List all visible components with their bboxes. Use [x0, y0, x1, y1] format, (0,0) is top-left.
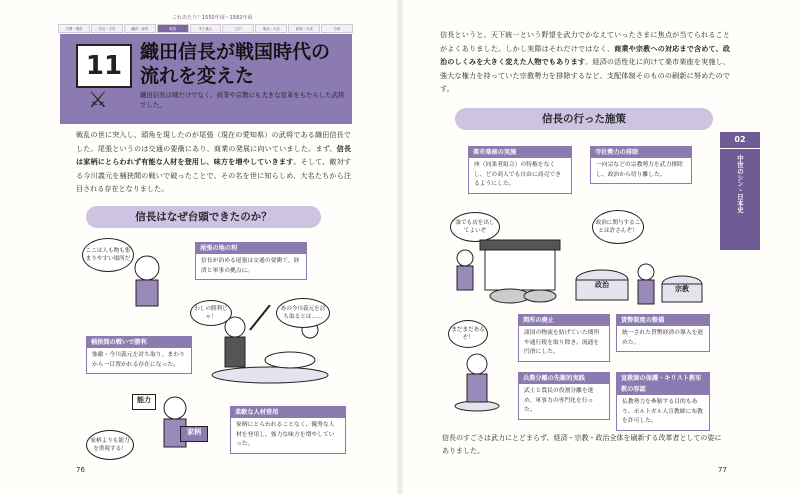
left-body-text [76, 128, 351, 196]
block-politics: 政治 [595, 281, 609, 289]
info-box-owari [195, 242, 307, 280]
crossed-swords-icon: ⚔ [88, 88, 108, 113]
speech-bubble-3: あの今川義元を討ち取るとは…… [276, 298, 330, 328]
info-box-text: 仏教勢力を牽制する目的もあり、ポルトガル人宣教師に布教を許可した。 [622, 399, 703, 424]
info-box-heading: 兵農分離の先駆的実践 [519, 373, 609, 384]
info-box-text: 一向宗などの宗教勢力を武力排除し、政治から切り離した。 [596, 162, 683, 178]
timeline [58, 24, 354, 33]
info-box-heading: 桶狭間の戦いで勝利 [87, 337, 191, 348]
info-box-text: 信長が治める尾張は交通の要衝で、経済と軍事の拠点に。 [201, 258, 300, 274]
speech-bubble-6: 政治に関与することは許さんぞ！ [592, 210, 644, 244]
side-tab [720, 132, 760, 250]
info-box-okehazama [86, 336, 192, 374]
nobunaga-figure-2 [150, 392, 200, 452]
speech-bubble-5: 誰でも店を出してよいぞ [450, 212, 500, 242]
info-box-currency [616, 314, 710, 352]
info-box-heading: 楽市楽座の実施 [469, 147, 571, 158]
info-box-text: 座（同業者組合）の特権をなくし、どの商人でも自由に商売できるようにした。 [474, 162, 561, 187]
info-box-sekisho [518, 314, 610, 362]
section-banner-left: 信長はなぜ台頭できたのか？ [86, 206, 321, 228]
info-box-heading: 寺社勢力の排除 [591, 147, 691, 158]
right-footer-text: 信長のすごさは武力にとどまらず、経済・宗教・政治全体を刷新する改革者としての姿にありました。 [442, 434, 722, 455]
info-box-heading: 貨幣制度の整備 [617, 315, 709, 326]
side-tab-number: 02 [720, 132, 760, 149]
timeline-segment: 古墳・飛鳥 [58, 24, 90, 33]
period-label: これあたり！1550年頃〜1582年頃 [172, 15, 253, 21]
label-lineage: 家柄 [180, 426, 208, 442]
timeline-segment: 明治・大正 [255, 24, 287, 33]
page-title [140, 40, 345, 88]
right-body-part1: 信長というと、天下統一という野望を武力でかなえていったさまに焦点が当てられることがよくありました。しかし実際はそれだけではなく、 [440, 30, 730, 53]
info-box-talent [230, 406, 346, 454]
info-box-heading: 宣教師の保護・キリスト教布教の容認 [617, 373, 709, 395]
page-number-left: 76 [76, 466, 85, 474]
speech-bubble-1: ここは人も物も集まりやすい場所だ [82, 238, 134, 272]
block-religion: 宗教 [675, 285, 689, 293]
speech-bubble-7: まだまだあるぞ！ [448, 320, 488, 348]
market-stall-scene [455, 238, 575, 308]
right-body-part2: 。経済の活性化に向けて楽市楽座を実施し、強大な権力を持っていた宗教勢力を排除するなど、支配体制そのものの刷新に努めたのです。 [440, 57, 731, 93]
info-box-missionaries [616, 372, 710, 431]
book-gutter [396, 0, 404, 494]
info-box-heading: 尾張の地の利 [196, 243, 306, 254]
timeline-segment: 令和 [321, 24, 353, 33]
page-subtitle: 織田信長は戦だけでなく、商業や宗教にも大きな変革をもたらした武将でした。 [140, 91, 345, 109]
info-box-text: 統一された貨幣経済の導入を進めた。 [622, 330, 704, 346]
info-box-text: 家柄にとらわれることなく、優秀な人材を登用し、強力な味方を増やしていった。 [236, 422, 335, 447]
title-line-1: 織田信長が戦国時代の [140, 41, 331, 63]
timeline-segment: 安土桃山 [190, 24, 222, 33]
timeline-segment: 昭和・平成 [288, 24, 320, 33]
right-body-text [440, 28, 730, 96]
side-tab-title: 中世のシン・日本史 [736, 155, 744, 213]
info-box-heinou [518, 372, 610, 420]
speech-bubble-2: わしの勝利じゃ！ [190, 300, 232, 326]
info-box-temples [590, 146, 692, 184]
info-box-text: 武士と農民の役割分離を進め、軍事力の専門化を行った。 [524, 388, 594, 413]
speech-bubble-4: 家柄よりも能力を重視する！ [86, 430, 134, 460]
left-body-part2: 。そして、敵対する今川義元を桶狭間の戦いで破ったことで、その名を世に知らしめ、大名たちから注目される存在となりました。 [76, 157, 352, 193]
page-number-right: 77 [718, 466, 727, 474]
info-box-heading: 関所の廃止 [519, 315, 609, 326]
right-body-bold: 商業や宗教への対応まで含めて、政治のしくみを大きく変えた人物でもあります [440, 43, 731, 66]
title-line-2: 流れを変えた [140, 65, 255, 87]
info-box-text: 諸国の物流を妨げていた関所や通行税を取り除き、流通を円滑にした。 [524, 330, 600, 355]
timeline-segment: 江戸 [222, 24, 254, 33]
info-box-heading: 柔軟な人材登用 [231, 407, 345, 418]
timeline-segment: 奈良・平安 [91, 24, 123, 33]
timeline-segment: 戦国 [157, 24, 189, 33]
left-body-bold: 信長は家柄にとらわれず有能な人材を登用し、味方を増やしていきます [76, 143, 352, 166]
section-banner-right: 信長の行った施策 [455, 108, 713, 130]
timeline-segment: 鎌倉・室町 [124, 24, 156, 33]
left-body-part1: 戦乱の世に突入し、頭角を現したのが尾張（現在の愛知県）の武将である織田信長でした。尾張というのは交通の要衝にあり、商業の発展に向いていました。まず、 [76, 130, 351, 153]
nobunaga-figure-3 [452, 350, 502, 412]
chapter-number: 11 [76, 44, 132, 88]
label-ability: 能力 [132, 394, 156, 410]
info-box-text: 強敵・今川義元を討ち取り、まわりから一目置かれる存在になった。 [92, 352, 185, 368]
info-box-rakuichi [468, 146, 572, 194]
